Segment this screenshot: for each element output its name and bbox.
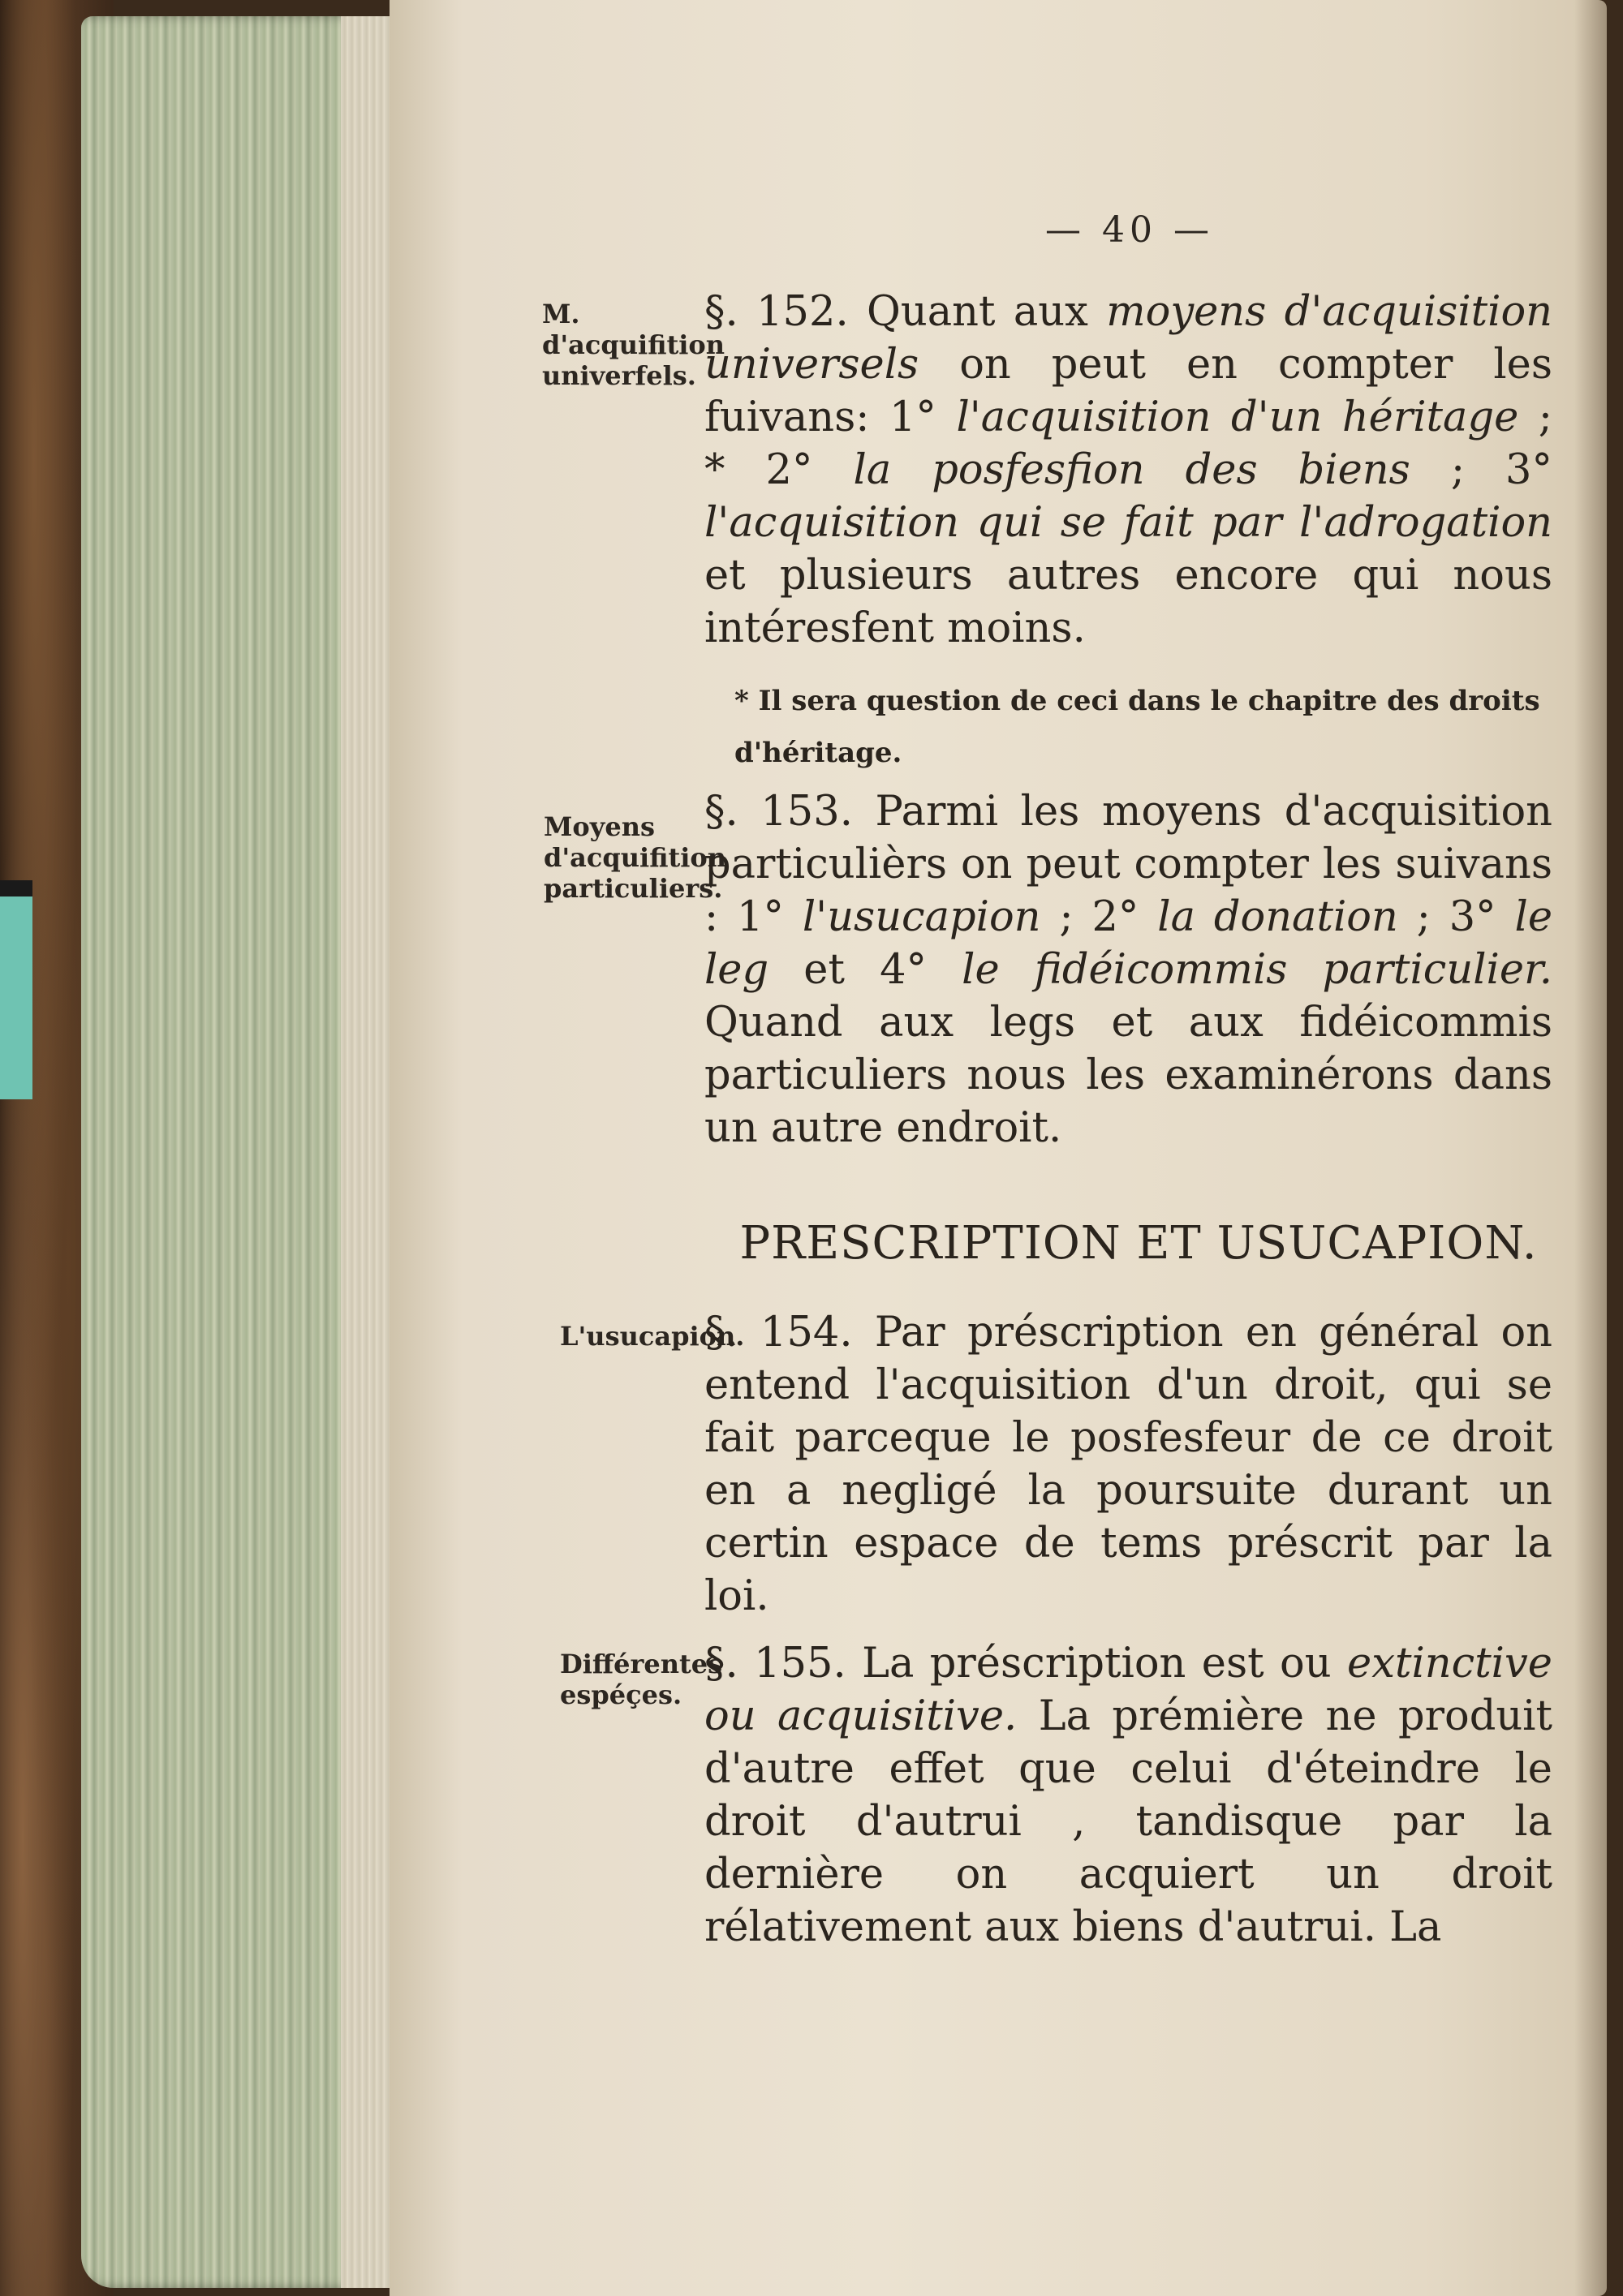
footnote: * Il sera question de ceci dans le chapitre des droits d'héritage. [734,685,1540,769]
text-span: ; 3° [1410,446,1552,494]
paragraph-155 [704,1637,1552,1954]
italic-span: l'acquisition qui se fait par l'adrogation [704,499,1552,547]
text-span: §. 152. Quant aux [704,288,1107,336]
text-span: on peut en compter les fuivans: 1° [704,341,1552,441]
page-number: — 40 — [1045,209,1214,251]
italic-span: moyens d'acquisition universels [704,288,1552,389]
margin-note-acquisition-particuliers: Moyens d'acquifition particuliers. [544,811,726,904]
italic-span: la donation [1157,893,1398,941]
italic-span: extinctive ou acquisitive. [704,1640,1552,1740]
text-span: et plusieurs autres encore qui nous intéresfent moins. [704,552,1552,652]
italic-span: l'usucapion [802,893,1041,941]
paragraph-153 [704,785,1552,1154]
bookmark-tab [0,896,32,1099]
bookmark-strip [0,880,32,898]
text-span: La prémière ne produit d'autre effet que celui d'éteindre le droit d'autrui , tandisque par la dernière on acquiert un droit rélativement aux biens d'autrui. La [704,1692,1552,1951]
margin-note-usucapion: L'usucapion. [560,1321,745,1352]
spine-shadow [1574,0,1607,2296]
text-span: ; * 2° [704,393,1552,494]
text-span: §. 153. Parmi les moyens d'acquisition particulièrs on peut compter les suivans : 1° [704,788,1552,941]
paragraph-152 [704,286,1552,655]
text-span: et 4° [768,946,962,994]
italic-span: la posfesfion des biens [853,446,1410,494]
text-span: ; 2° [1040,893,1158,941]
italic-span: le fidéicommis particulier. [962,946,1552,994]
text-span: Quand aux legs et aux fidéicommis particuliers nous les examinérons dans un autre endroit. [704,999,1552,1152]
margin-note-acquisition-universels: M. d'acquifition univerfels. [542,299,725,391]
italic-span: le leg [704,893,1553,994]
text-span: §. 155. La préscription est ou [704,1640,1348,1688]
margin-note-differentes-especes: Différentes espéçes. [560,1649,723,1710]
paragraph-154: §. 154. Par préscription en général on entend l'acquisition d'un droit, qui se fait parceque le posfesfeur de ce droit en a negligé la poursuite durant un certin espace de tems préscrit par la loi. [704,1309,1552,1620]
section-heading: PRESCRIPTION ET USUCAPION. [739,1217,1538,1270]
text-span: ; 3° [1397,893,1515,941]
italic-span: l'acquisition d'un héritage [956,393,1519,441]
